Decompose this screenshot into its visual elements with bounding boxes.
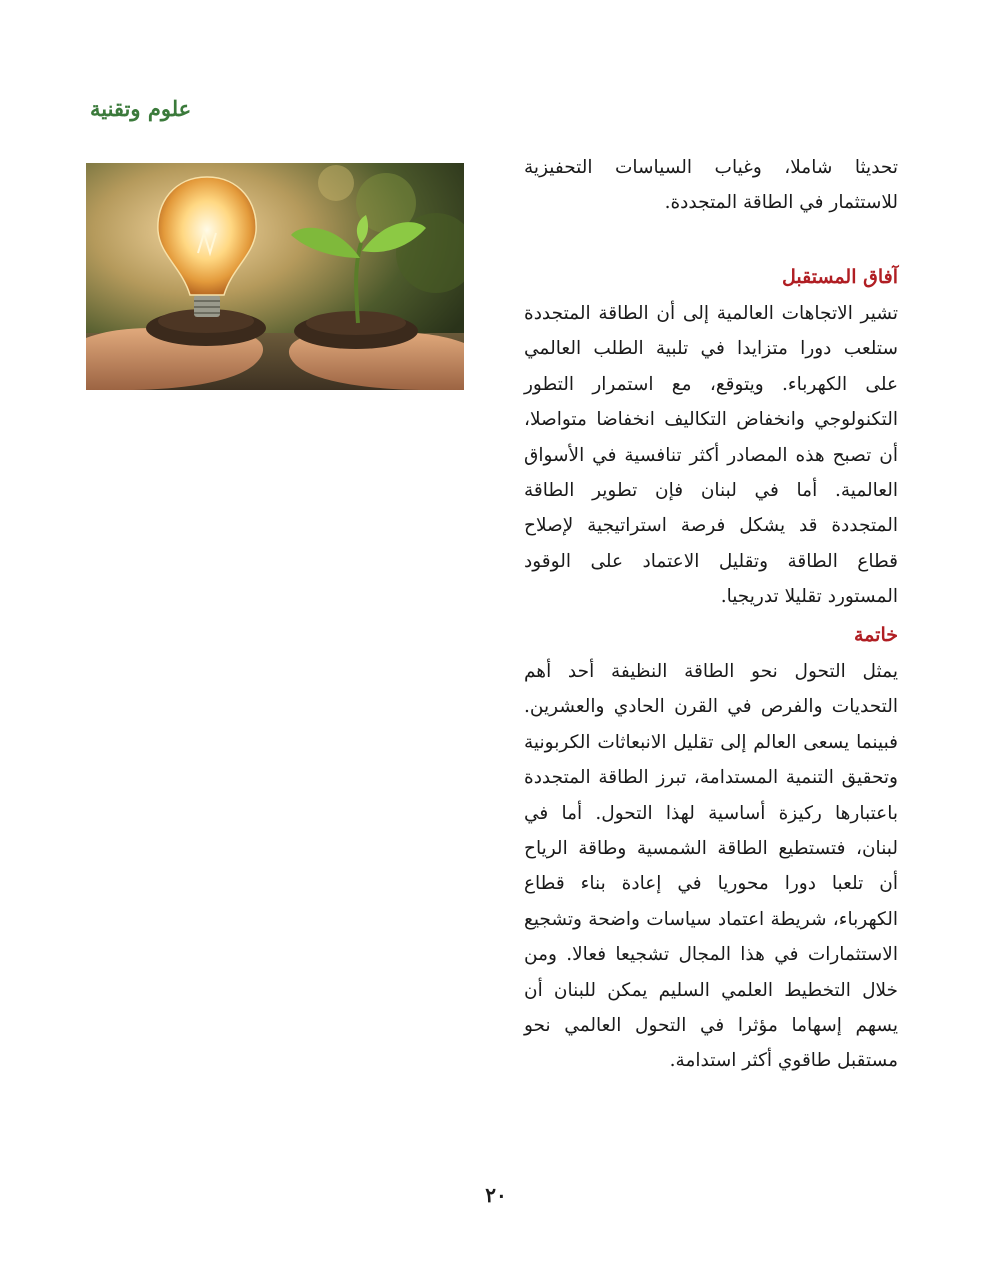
- section-label: علوم وتقنية: [90, 96, 192, 121]
- intro-paragraph: تحديثا شاملا، وغياب السياسات التحفيزية للاستثمار في الطاقة المتجددة.: [524, 157, 898, 214]
- intro-block: [524, 150, 898, 221]
- conclusion-paragraph: يمثل التحول نحو الطاقة النظيفة أحد أهم التحديات والفرص في القرن الحادي والعشرين. فبينما يسعى العالم إلى تقليل الانبعاثات الكربونية وتحقيق التنمية المستدامة، تبرز الطاقة المتجددة باعتبارها ركيزة أساسية لهذا التحول. أما في لبنان، فتستطيع الطاقة الشمسية وطاقة الرياح أن تلعبا دورا محوريا في إعادة بناء قطاع الكهرباء، شريطة اعتماد سياسات واضحة وتشجيع الاستثمارات في هذا المجال تشجيعا فعالا. ومن خلال التخطيط العلمي السليم يمكن للبنان أن يسهم إسهاما مؤثرا في التحول العالمي نحو مستقبل طاقوي أكثر استدامة.: [524, 661, 898, 1072]
- page-number: ٢٠: [485, 1183, 507, 1207]
- conclusion-heading: خاتمة: [854, 624, 898, 646]
- future-section: [524, 258, 898, 615]
- future-paragraph: تشير الاتجاهات العالمية إلى أن الطاقة المتجددة ستلعب دورا متزايدا في تلبية الطلب العالمي على الكهرباء. ويتوقع، مع استمرار التطور التكنولوجي وانخفاض التكاليف انخفاضا متواصلا، أن تصبح هذه المصادر أكثر تنافسية في الأسواق العالمية. أما في لبنان فإن تطوير الطاقة المتجددة قد يشكل فرصة استراتيجية لإصلاح قطاع الطاقة وتقليل الاعتماد على الوقود المستورد تقليلا تدريجيا.: [524, 303, 898, 608]
- future-heading: آفاق المستقبل: [782, 266, 898, 288]
- conclusion-section: [524, 616, 898, 1079]
- lightbulb-plant-photo: [86, 163, 464, 390]
